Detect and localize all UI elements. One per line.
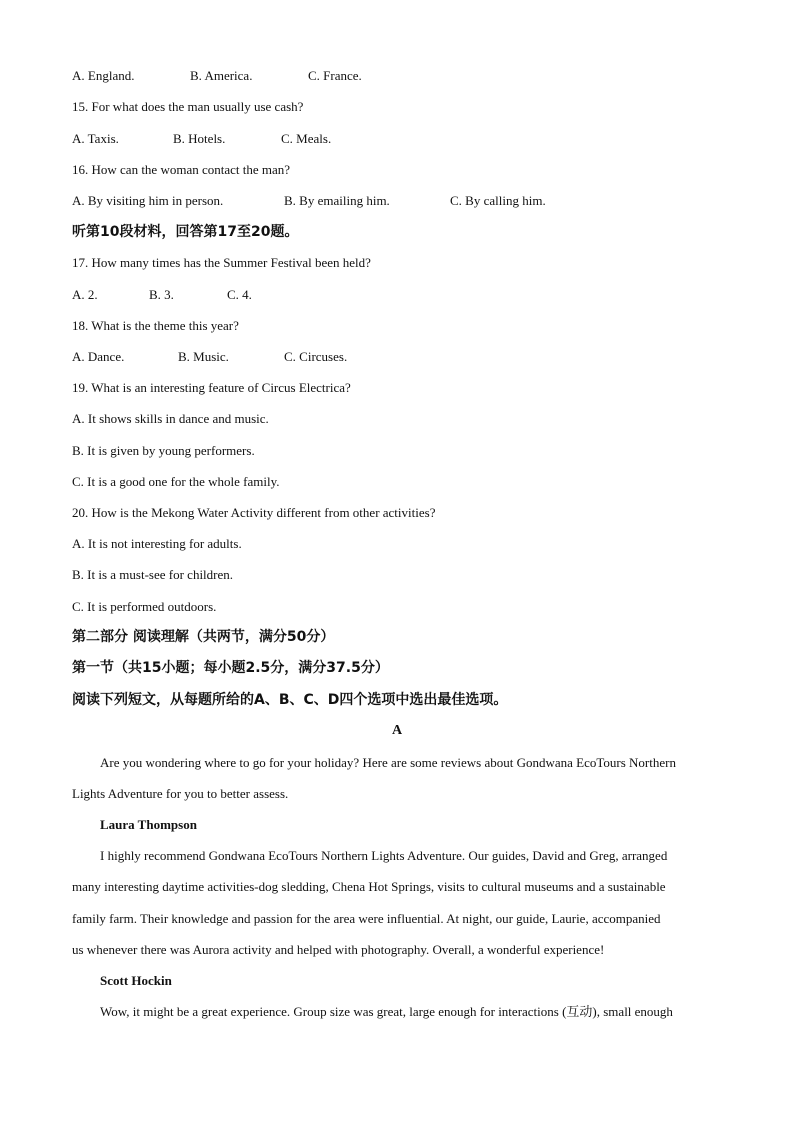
q18-option-c: C. Circuses. <box>284 349 348 364</box>
reviewer-name-1: Laura Thompson <box>100 817 197 832</box>
q15-option-c: C. Meals. <box>281 131 332 146</box>
q14-option-b: B. America. <box>190 68 253 83</box>
q20-option-b: B. It is a must-see for children. <box>72 567 234 582</box>
review-1-line-3: family farm. Their knowledge and passion for the area were influential. At night, our guide, Laurie, accompanied <box>72 911 661 926</box>
section-1-title: 第一节（共15小题；每小题2.5分，满分37.5分） <box>72 660 389 676</box>
review-1-line-2: many interesting daytime activities-dog sledding, Chena Hot Springs, visits to cultural museums and a sustainable <box>72 879 666 894</box>
q18-option-b: B. Music. <box>178 349 229 364</box>
q14-option-a: A. England. <box>72 68 135 83</box>
q16-option-a: A. By visiting him in person. <box>72 193 224 208</box>
passage-letter: A <box>391 723 403 738</box>
q15-stem: 15. For what does the man usually use cash? <box>72 99 304 114</box>
q16-stem: 16. How can the woman contact the man? <box>72 162 291 177</box>
q17-stem: 17. How many times has the Summer Festival been held? <box>72 255 371 270</box>
q14-option-c: C. France. <box>308 68 362 83</box>
q19-option-a: A. It shows skills in dance and music. <box>72 411 269 426</box>
q19-stem: 19. What is an interesting feature of Circus Electrica? <box>72 380 351 395</box>
q18-option-a: A. Dance. <box>72 349 125 364</box>
q20-option-a: A. It is not interesting for adults. <box>72 536 242 551</box>
review-1-line-1: I highly recommend Gondwana EcoTours Northern Lights Adventure. Our guides, David and Greg, arranged <box>100 848 668 863</box>
intro-line-2: Lights Adventure for you to better assess. <box>72 786 289 801</box>
q16-option-c: C. By calling him. <box>450 193 546 208</box>
q17-option-a: A. 2. <box>72 287 98 302</box>
q20-option-c: C. It is performed outdoors. <box>72 599 217 614</box>
q15-option-a: A. Taxis. <box>72 131 119 146</box>
q17-option-c: C. 4. <box>227 287 252 302</box>
q17-option-b: B. 3. <box>149 287 174 302</box>
section-10-heading: 听第10段材料，回答第17至20题。 <box>72 224 299 240</box>
q19-option-b: B. It is given by young performers. <box>72 443 255 458</box>
review-1-line-4: us whenever there was Aurora activity and helped with photography. Overall, a wonderful experience! <box>72 942 605 957</box>
q18-stem: 18. What is the theme this year? <box>72 318 239 333</box>
intro-line-1: Are you wondering where to go for your holiday? Here are some reviews about Gondwana EcoTours Northern <box>100 755 676 770</box>
part-2-title: 第二部分 阅读理解（共两节，满分50分） <box>72 629 335 645</box>
q20-stem: 20. How is the Mekong Water Activity different from other activities? <box>72 505 436 520</box>
reading-instruction: 阅读下列短文，从每题所给的A、B、C、D四个选项中选出最佳选项。 <box>72 692 508 708</box>
q16-option-b: B. By emailing him. <box>284 193 390 208</box>
reviewer-name-2: Scott Hockin <box>100 973 172 988</box>
review-2-line-1: Wow, it might be a great experience. Group size was great, large enough for interactions (互动), small enough <box>100 1004 673 1019</box>
q15-option-b: B. Hotels. <box>173 131 226 146</box>
q19-option-c: C. It is a good one for the whole family. <box>72 474 280 489</box>
